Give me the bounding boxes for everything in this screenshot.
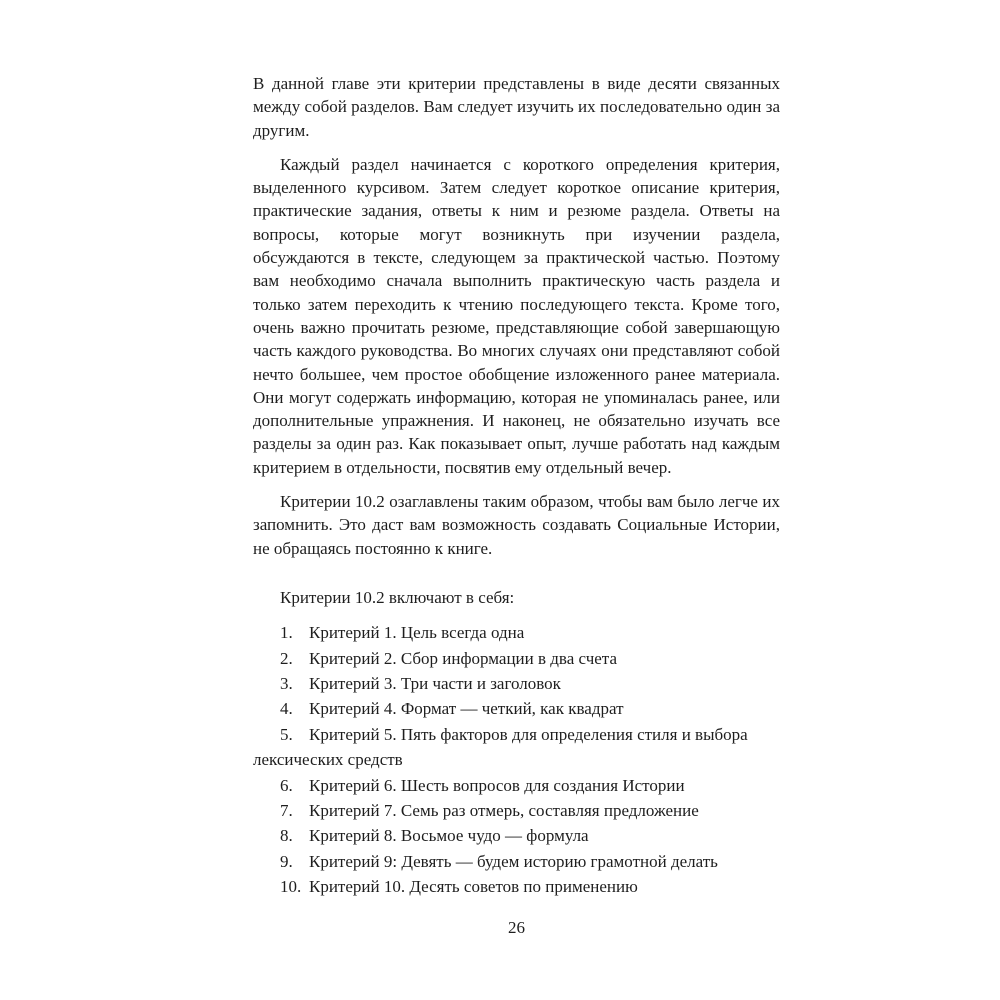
list-intro: Критерии 10.2 включают в себя: <box>280 587 515 607</box>
list-item-text: Критерий 1. Цель всегда одна <box>309 623 525 643</box>
criteria-list <box>253 620 780 899</box>
list-item <box>253 773 780 798</box>
list-item <box>253 798 780 823</box>
list-item-text: Критерий 6. Шесть вопросов для создания Истории <box>309 775 685 795</box>
text-block <box>253 72 780 900</box>
list-item <box>253 646 780 671</box>
list-item <box>253 874 780 899</box>
list-item-number: 8. <box>280 826 293 846</box>
list-item-number: 9. <box>280 851 293 871</box>
list-item-text: Критерий 5. Пять факторов для определения стиля и выбора лексических средств <box>253 724 748 770</box>
list-item-number: 3. <box>280 674 293 694</box>
list-item-number: 6. <box>280 775 293 795</box>
list-item-number: 1. <box>280 623 293 643</box>
list-item-text: Критерий 3. Три части и заголовок <box>309 674 561 694</box>
list-item-number: 2. <box>280 648 293 668</box>
list-item-text: Критерий 4. Формат — четкий, как квадрат <box>309 699 624 719</box>
list-item <box>253 696 780 721</box>
paragraph-2: Каждый раздел начинается с короткого определения критерия, выделенного курсивом. Затем следует короткое описание критерия, практические задания, ответы к ним и резюме раздела. Ответы на вопросы, которые могут возникнуть при изучении раздела, обсуждаются в тексте, следующем за практической частью. Поэтому вам необходимо сначала выполнить практическую часть раздела и только затем переходить к чтению последующего текста. Кроме того, очень важно прочитать резюме, представляющие собой завершающую часть каждого руководства. Во многих случаях они представляют собой нечто большее, чем простое обобщение изложенного ранее материала. Они могут содержать информацию, которая не упоминалась ранее, или дополнительные упражнения. И наконец, не обязательно изучать все разделы за один раз. Как показывает опыт, лучше работать над каждым критерием в отдельности, посвятив ему отдельный вечер. <box>253 154 780 477</box>
list-item-text: Критерий 10. Десять советов по применению <box>309 877 638 897</box>
list-item-text: Критерий 9: Девять — будем историю грамотной делать <box>309 851 718 871</box>
list-item <box>253 671 780 696</box>
list-item-text: Критерий 2. Сбор информации в два счета <box>309 648 617 668</box>
list-item-text: Критерий 7. Семь раз отмерь, составляя предложение <box>309 801 699 821</box>
list-item <box>253 722 780 773</box>
page-number: 26 <box>508 918 525 937</box>
paragraph-1: В данной главе эти критерии представлены в виде десяти связанных между собой разделов. Вам следует изучить их последовательно один за другим. <box>253 74 780 140</box>
list-item-number: 5. <box>280 724 293 744</box>
list-item <box>253 823 780 848</box>
list-item-text: Критерий 8. Восьмое чудо — формула <box>309 826 589 846</box>
list-item <box>253 849 780 874</box>
list-item-number: 7. <box>280 801 293 821</box>
list-item <box>253 620 780 645</box>
list-item-number: 10. <box>280 877 302 897</box>
list-item-number: 4. <box>280 699 293 719</box>
paragraph-3: Критерии 10.2 озаглавлены таким образом, чтобы вам было легче их запомнить. Это даст вам возможность создавать Социальные Истории, не обращаясь постоянно к книге. <box>253 492 780 558</box>
